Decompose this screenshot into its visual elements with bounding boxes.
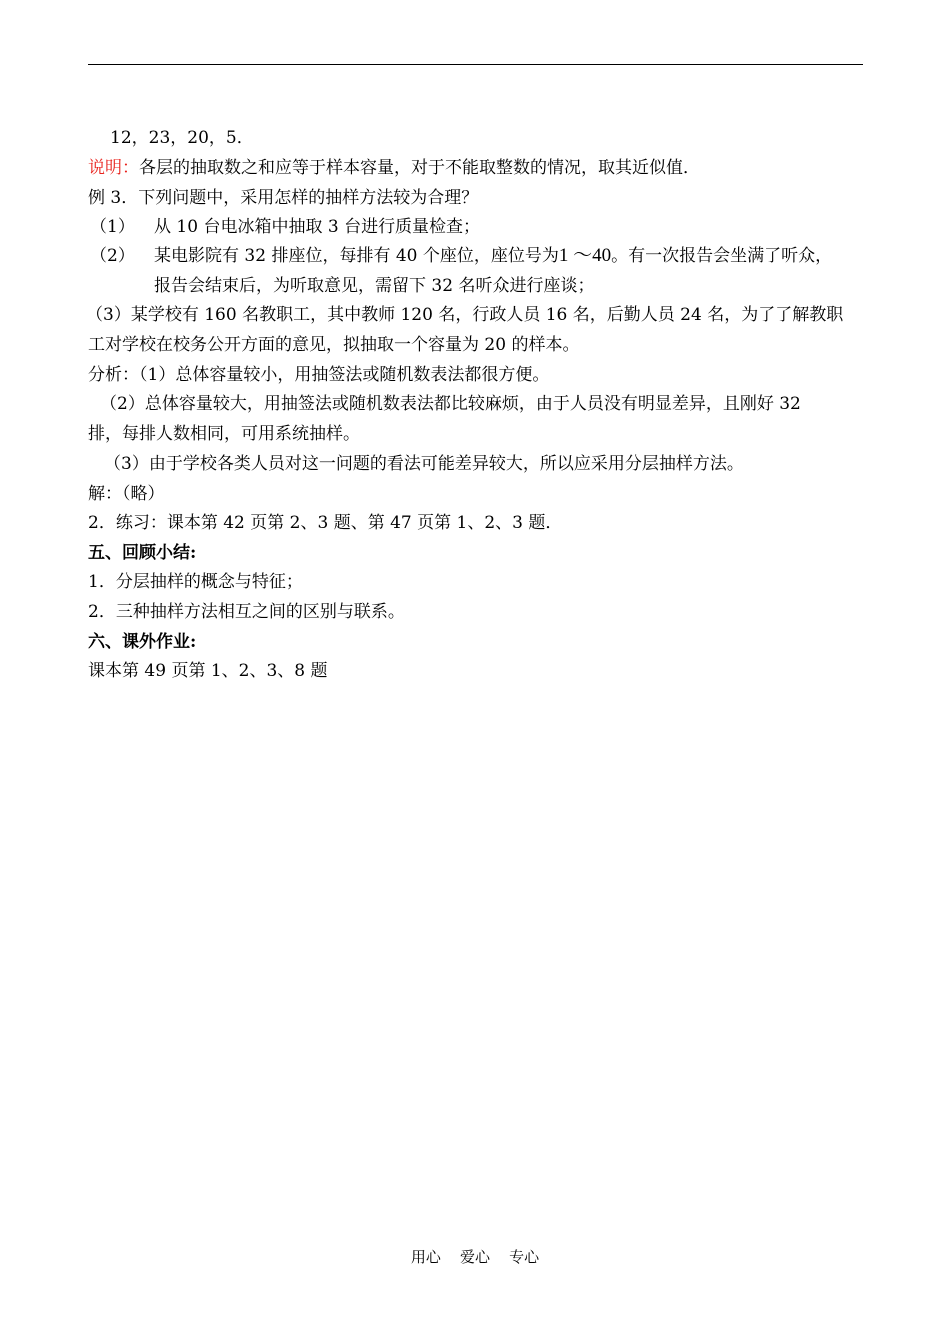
summary-item-2: 2．三种抽样方法相互之间的区别与联系。 xyxy=(88,602,405,622)
analysis-2-line-2: 排，每排人数相同，可用系统抽样。 xyxy=(88,424,360,444)
problem-2-line-2: 报告会结束后，为听取意见，需留下 32 名听众进行座谈； xyxy=(154,276,595,296)
problem-1-text: 从 10 台电冰箱中抽取 3 台进行质量检查； xyxy=(154,217,481,237)
note-label: 说明： xyxy=(88,158,139,178)
problem-1-line xyxy=(90,216,480,238)
analysis-1-line: 分析：（1）总体容量较小，用抽签法或随机数表法都很方便。 xyxy=(88,365,550,385)
section-6-heading: 六、课外作业: xyxy=(88,632,197,652)
seat-number-range: 1 ～40 xyxy=(558,245,612,266)
solution-line: 解：（略） xyxy=(88,484,165,504)
problem-3-line: （3）某学校有 160 名教职工，其中教师 120 名，行政人员 16 名，后勤人员 24 名，为了了解教职 xyxy=(86,305,844,325)
note-line xyxy=(88,157,700,179)
analysis-2-line: （2）总体容量较大，用抽签法或随机数表法都比较麻烦，由于人员没有明显差异，且刚好 32 xyxy=(100,394,801,414)
problem-1-number: （1） xyxy=(90,217,135,237)
problem-2-line xyxy=(90,245,832,267)
exercise-line: 2．练习：课本第 42 页第 2、3 题、第 47 页第 1、2、3 题． xyxy=(88,513,563,533)
note-text: 各层的抽取数之和应等于样本容量，对于不能取整数的情况，取其近似值． xyxy=(139,158,700,178)
sample-counts-line: 12，23，20，5． xyxy=(110,128,254,148)
header-rule xyxy=(88,64,863,65)
homework-line: 课本第 49 页第 1、2、3、8 题 xyxy=(88,661,328,681)
problem-2-text-cont: 。有一次报告会坐满了听众， xyxy=(611,246,833,266)
example-3-heading: 例 3．下列问题中，采用怎样的抽样方法较为合理？ xyxy=(88,188,479,208)
page-footer: 用心 爱心 专心 xyxy=(410,1248,540,1266)
summary-item-1: 1．分层抽样的概念与特征； xyxy=(88,572,303,592)
analysis-3-line: （3）由于学校各类人员对这一问题的看法可能差异较大，所以应采用分层抽样方法。 xyxy=(104,454,744,474)
problem-3-line-2: 工对学校在校务公开方面的意见，拟抽取一个容量为 20 的样本。 xyxy=(88,335,580,355)
section-5-heading: 五、回顾小结: xyxy=(88,543,197,563)
problem-2-text: 某电影院有 32 排座位，每排有 40 个座位，座位号为 xyxy=(154,246,559,266)
problem-2-number: （2） xyxy=(90,246,135,266)
